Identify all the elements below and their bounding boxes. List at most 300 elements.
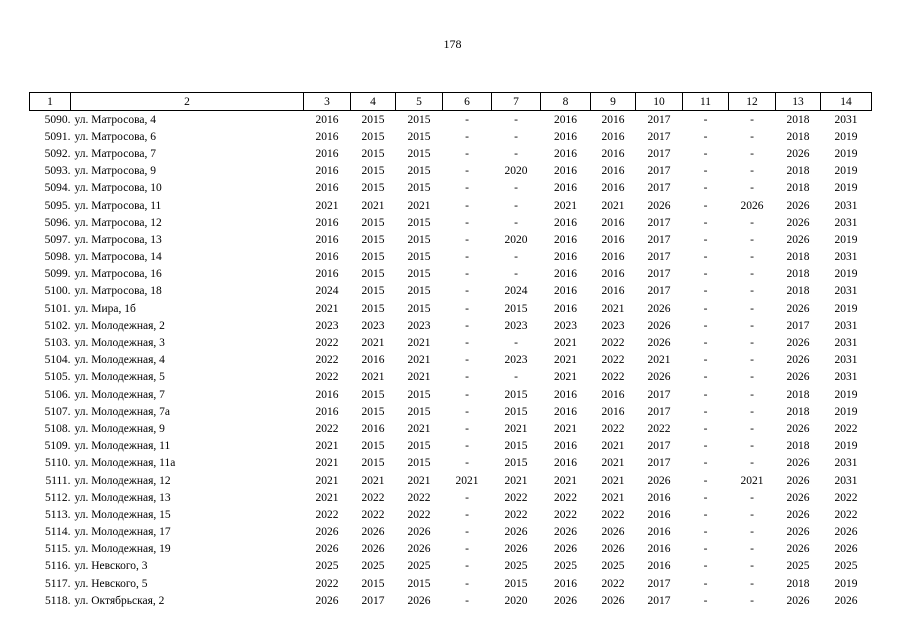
year-cell: 2015 bbox=[504, 440, 528, 453]
year-cell: 2018 bbox=[786, 388, 810, 401]
table-row bbox=[30, 249, 872, 266]
year-cell: 2026 bbox=[786, 371, 810, 384]
year-cell: 2021 bbox=[601, 199, 625, 212]
year-cell: - bbox=[750, 268, 754, 281]
year-cell: 2018 bbox=[786, 130, 810, 143]
address-cell: ул. Мира, 1б bbox=[74, 302, 136, 315]
year-cell: - bbox=[703, 130, 708, 143]
year-cell: 2016 bbox=[601, 268, 625, 281]
year-cell: 2026 bbox=[647, 474, 671, 487]
year-cell: 2015 bbox=[361, 130, 385, 143]
year-cell: 2017 bbox=[647, 388, 671, 401]
year-cell: - bbox=[750, 165, 754, 178]
address-cell: ул. Матросова, 14 bbox=[74, 251, 162, 264]
year-cell: 2016 bbox=[315, 251, 339, 264]
table-row bbox=[30, 541, 872, 558]
year-cell: - bbox=[465, 354, 469, 367]
year-cell: 2025 bbox=[601, 560, 625, 573]
year-cell: - bbox=[750, 560, 754, 573]
year-cell: 2018 bbox=[786, 577, 810, 590]
table-row bbox=[30, 455, 872, 472]
year-cell: 2015 bbox=[407, 233, 431, 246]
year-cell: - bbox=[514, 251, 518, 264]
year-cell: 2017 bbox=[647, 457, 671, 470]
year-cell: 2026 bbox=[554, 594, 577, 607]
year-cell: 2016 bbox=[601, 130, 625, 143]
year-cell: 2015 bbox=[361, 440, 385, 453]
year-cell: - bbox=[465, 319, 469, 332]
table-row bbox=[30, 506, 872, 523]
row-number: 5097. bbox=[44, 233, 71, 246]
year-cell: 2031 bbox=[834, 251, 858, 264]
column-header-12: 12 bbox=[729, 93, 776, 111]
address-cell: ул. Молодежная, 3 bbox=[74, 337, 165, 350]
year-cell: - bbox=[465, 113, 469, 126]
table-row bbox=[30, 420, 872, 437]
year-cell: 2022 bbox=[834, 491, 858, 504]
year-cell: 2015 bbox=[361, 302, 385, 315]
year-cell: 2026 bbox=[601, 543, 625, 556]
table-row bbox=[30, 300, 872, 317]
year-cell: - bbox=[703, 216, 708, 229]
table-row bbox=[30, 231, 872, 248]
year-cell: 2026 bbox=[740, 199, 764, 212]
year-cell: - bbox=[703, 440, 708, 453]
year-cell: 2026 bbox=[786, 474, 810, 487]
year-cell: 2021 bbox=[315, 457, 339, 470]
year-cell: - bbox=[750, 577, 754, 590]
year-cell: 2022 bbox=[315, 354, 339, 367]
year-cell: - bbox=[703, 199, 708, 212]
column-header-4: 4 bbox=[351, 93, 396, 111]
row-number: 5116. bbox=[45, 560, 71, 573]
column-header-14: 14 bbox=[821, 93, 872, 111]
year-cell: - bbox=[750, 130, 754, 143]
row-number: 5093. bbox=[44, 165, 71, 178]
row-number: 5108. bbox=[44, 422, 71, 435]
year-cell: - bbox=[465, 251, 469, 264]
year-cell: 2015 bbox=[504, 302, 528, 315]
row-number: 5113. bbox=[45, 508, 71, 521]
year-cell: - bbox=[703, 405, 708, 418]
year-cell: 2015 bbox=[407, 302, 431, 315]
year-cell: 2015 bbox=[407, 216, 431, 229]
row-number: 5104. bbox=[44, 354, 71, 367]
year-cell: - bbox=[750, 440, 754, 453]
year-cell: 2015 bbox=[504, 388, 528, 401]
year-cell: 2015 bbox=[407, 251, 431, 264]
year-cell: 2016 bbox=[554, 285, 577, 298]
year-cell: - bbox=[514, 113, 518, 126]
year-cell: 2031 bbox=[834, 319, 858, 332]
row-number: 5109. bbox=[44, 440, 71, 453]
row-number: 5112. bbox=[45, 491, 71, 504]
year-cell: 2021 bbox=[407, 422, 431, 435]
address-cell: ул. Октябрьская, 2 bbox=[74, 594, 165, 607]
year-cell: 2015 bbox=[361, 251, 385, 264]
year-cell: - bbox=[703, 268, 708, 281]
year-cell: 2019 bbox=[834, 302, 858, 315]
address-cell: ул. Матросова, 12 bbox=[74, 216, 162, 229]
year-cell: 2018 bbox=[786, 285, 810, 298]
year-cell: - bbox=[514, 268, 518, 281]
column-header-1: 1 bbox=[30, 93, 71, 111]
year-cell: 2021 bbox=[554, 199, 577, 212]
year-cell: 2021 bbox=[601, 302, 625, 315]
year-cell: - bbox=[465, 216, 469, 229]
address-cell: ул. Молодежная, 7а bbox=[74, 405, 170, 418]
table-row bbox=[30, 575, 872, 592]
year-cell: 2016 bbox=[361, 422, 385, 435]
year-cell: 2016 bbox=[647, 560, 671, 573]
row-number: 5092. bbox=[44, 147, 71, 160]
year-cell: - bbox=[465, 526, 469, 539]
year-cell: - bbox=[465, 388, 469, 401]
year-cell: 2022 bbox=[554, 491, 577, 504]
year-cell: 2016 bbox=[554, 388, 577, 401]
year-cell: 2019 bbox=[834, 388, 858, 401]
year-cell: - bbox=[465, 268, 469, 281]
year-cell: 2015 bbox=[361, 216, 385, 229]
year-cell: 2024 bbox=[504, 285, 528, 298]
year-cell: 2026 bbox=[361, 543, 385, 556]
year-cell: 2025 bbox=[554, 560, 577, 573]
year-cell: - bbox=[703, 577, 708, 590]
year-cell: - bbox=[465, 440, 469, 453]
year-cell: 2026 bbox=[786, 594, 810, 607]
row-number: 5110. bbox=[45, 457, 71, 470]
year-cell: 2022 bbox=[601, 371, 625, 384]
address-cell: ул. Матросова, 18 bbox=[74, 285, 162, 298]
year-cell: 2015 bbox=[407, 405, 431, 418]
year-cell: - bbox=[465, 182, 469, 195]
table-row bbox=[30, 197, 872, 214]
year-cell: - bbox=[465, 147, 469, 160]
year-cell: 2016 bbox=[647, 508, 671, 521]
year-cell: 2022 bbox=[647, 422, 671, 435]
row-number: 5115. bbox=[45, 543, 71, 556]
row-number: 5118. bbox=[45, 594, 71, 607]
year-cell: 2022 bbox=[601, 337, 625, 350]
year-cell: 2016 bbox=[554, 216, 577, 229]
year-cell: 2026 bbox=[315, 543, 339, 556]
year-cell: - bbox=[750, 543, 754, 556]
year-cell: 2017 bbox=[647, 147, 671, 160]
table-row bbox=[30, 489, 872, 506]
year-cell: - bbox=[703, 543, 708, 556]
year-cell: 2021 bbox=[315, 440, 339, 453]
year-cell: - bbox=[750, 147, 754, 160]
year-cell: 2026 bbox=[786, 491, 810, 504]
year-cell: 2017 bbox=[647, 251, 671, 264]
year-cell: 2015 bbox=[361, 285, 385, 298]
year-cell: 2023 bbox=[315, 319, 339, 332]
year-cell: - bbox=[750, 216, 754, 229]
year-cell: - bbox=[703, 182, 708, 195]
year-cell: 2023 bbox=[504, 354, 528, 367]
table-row bbox=[30, 472, 872, 489]
year-cell: 2017 bbox=[647, 440, 671, 453]
year-cell: 2016 bbox=[601, 165, 625, 178]
year-cell: 2023 bbox=[504, 319, 528, 332]
row-number: 5102. bbox=[44, 319, 71, 332]
row-number: 5098. bbox=[44, 251, 71, 264]
year-cell: 2023 bbox=[407, 319, 431, 332]
year-cell: 2015 bbox=[407, 388, 431, 401]
row-number: 5111. bbox=[45, 474, 71, 487]
year-cell: 2015 bbox=[407, 285, 431, 298]
year-cell: - bbox=[703, 337, 708, 350]
address-cell: ул. Молодежная, 4 bbox=[74, 354, 165, 367]
year-cell: - bbox=[750, 319, 754, 332]
year-cell: 2026 bbox=[601, 526, 625, 539]
year-cell: - bbox=[465, 577, 469, 590]
year-cell: - bbox=[750, 491, 754, 504]
year-cell: - bbox=[750, 526, 754, 539]
year-cell: - bbox=[750, 182, 754, 195]
row-number: 5103. bbox=[44, 337, 71, 350]
year-cell: 2019 bbox=[834, 440, 858, 453]
year-cell: 2026 bbox=[786, 302, 810, 315]
year-cell: - bbox=[703, 113, 708, 126]
year-cell: 2016 bbox=[315, 130, 339, 143]
table-row bbox=[30, 524, 872, 541]
year-cell: 2016 bbox=[554, 405, 577, 418]
address-cell: ул. Невского, 3 bbox=[74, 560, 148, 573]
year-cell: 2023 bbox=[361, 319, 385, 332]
address-cell: ул. Молодежная, 19 bbox=[74, 543, 171, 556]
year-cell: 2016 bbox=[601, 285, 625, 298]
year-cell: 2023 bbox=[554, 319, 577, 332]
address-cell: ул. Матросова, 9 bbox=[74, 165, 156, 178]
year-cell: 2026 bbox=[786, 526, 810, 539]
address-cell: ул. Молодежная, 15 bbox=[74, 508, 171, 521]
year-cell: 2016 bbox=[554, 457, 577, 470]
year-cell: 2016 bbox=[315, 165, 339, 178]
year-cell: - bbox=[750, 113, 754, 126]
year-cell: 2022 bbox=[834, 422, 858, 435]
year-cell: - bbox=[750, 285, 754, 298]
year-cell: 2016 bbox=[315, 147, 339, 160]
year-cell: - bbox=[703, 594, 708, 607]
year-cell: - bbox=[514, 216, 518, 229]
year-cell: 2019 bbox=[834, 165, 858, 178]
year-cell: 2016 bbox=[554, 130, 577, 143]
year-cell: 2031 bbox=[834, 199, 858, 212]
row-number: 5114. bbox=[45, 526, 71, 539]
year-cell: 2016 bbox=[554, 440, 577, 453]
year-cell: 2026 bbox=[504, 526, 528, 539]
year-cell: 2021 bbox=[315, 302, 339, 315]
year-cell: 2031 bbox=[834, 474, 858, 487]
address-cell: ул. Невского, 5 bbox=[74, 577, 148, 590]
year-cell: 2018 bbox=[786, 182, 810, 195]
year-cell: 2015 bbox=[361, 147, 385, 160]
year-cell: 2026 bbox=[834, 526, 858, 539]
year-cell: - bbox=[465, 405, 469, 418]
year-cell: 2021 bbox=[361, 371, 385, 384]
year-cell: - bbox=[750, 457, 754, 470]
year-cell: 2017 bbox=[647, 130, 671, 143]
year-cell: 2026 bbox=[786, 147, 810, 160]
address-cell: ул. Молодежная, 11а bbox=[74, 457, 176, 470]
address-cell: ул. Молодежная, 2 bbox=[74, 319, 165, 332]
year-cell: - bbox=[514, 182, 518, 195]
year-cell: 2022 bbox=[315, 577, 339, 590]
table-row bbox=[30, 386, 872, 403]
year-cell: 2016 bbox=[315, 388, 339, 401]
year-cell: 2022 bbox=[601, 508, 625, 521]
year-cell: 2015 bbox=[407, 165, 431, 178]
year-cell: 2025 bbox=[361, 560, 385, 573]
address-cell: ул. Матросова, 7 bbox=[74, 147, 156, 160]
year-cell: 2022 bbox=[504, 508, 528, 521]
year-cell: - bbox=[703, 474, 708, 487]
year-cell: - bbox=[750, 233, 754, 246]
year-cell: 2015 bbox=[407, 268, 431, 281]
year-cell: 2022 bbox=[361, 508, 385, 521]
column-header-7: 7 bbox=[492, 93, 541, 111]
table-row bbox=[30, 145, 872, 162]
year-cell: 2016 bbox=[315, 268, 339, 281]
year-cell: - bbox=[703, 560, 708, 573]
year-cell: 2021 bbox=[361, 337, 385, 350]
year-cell: 2026 bbox=[786, 422, 810, 435]
year-cell: - bbox=[514, 147, 518, 160]
year-cell: 2021 bbox=[361, 199, 385, 212]
year-cell: - bbox=[514, 199, 518, 212]
year-cell: 2018 bbox=[786, 440, 810, 453]
year-cell: 2021 bbox=[504, 474, 528, 487]
year-cell: - bbox=[750, 354, 754, 367]
year-cell: - bbox=[703, 491, 708, 504]
column-header-6: 6 bbox=[443, 93, 492, 111]
year-cell: 2021 bbox=[407, 371, 431, 384]
year-cell: 2031 bbox=[834, 371, 858, 384]
year-cell: 2021 bbox=[407, 354, 431, 367]
year-cell: 2021 bbox=[315, 491, 339, 504]
address-cell: ул. Молодежная, 7 bbox=[74, 388, 165, 401]
year-cell: 2021 bbox=[315, 474, 339, 487]
year-cell: 2022 bbox=[315, 508, 339, 521]
year-cell: - bbox=[465, 457, 469, 470]
year-cell: - bbox=[703, 147, 708, 160]
address-cell: ул. Молодежная, 11 bbox=[74, 440, 171, 453]
year-cell: - bbox=[465, 285, 469, 298]
column-header-8: 8 bbox=[541, 93, 591, 111]
year-cell: 2017 bbox=[647, 268, 671, 281]
year-cell: 2025 bbox=[315, 560, 339, 573]
year-cell: 2031 bbox=[834, 113, 858, 126]
year-cell: - bbox=[465, 422, 469, 435]
year-cell: 2017 bbox=[786, 319, 810, 332]
year-cell: 2015 bbox=[407, 130, 431, 143]
year-cell: - bbox=[750, 371, 754, 384]
year-cell: 2022 bbox=[504, 491, 528, 504]
address-cell: ул. Матросова, 6 bbox=[74, 130, 156, 143]
year-cell: 2020 bbox=[504, 594, 528, 607]
year-cell: 2016 bbox=[601, 147, 625, 160]
year-cell: 2019 bbox=[834, 147, 858, 160]
year-cell: 2026 bbox=[786, 508, 810, 521]
year-cell: 2015 bbox=[504, 405, 528, 418]
year-cell: - bbox=[703, 457, 708, 470]
table-row bbox=[30, 180, 872, 197]
year-cell: 2022 bbox=[315, 422, 339, 435]
year-cell: 2024 bbox=[315, 285, 339, 298]
row-number: 5117. bbox=[45, 577, 71, 590]
page-number: 178 bbox=[443, 37, 462, 51]
year-cell: 2021 bbox=[504, 422, 528, 435]
year-cell: 2016 bbox=[601, 405, 625, 418]
year-cell: 2026 bbox=[647, 302, 671, 315]
year-cell: - bbox=[703, 388, 708, 401]
year-cell: 2016 bbox=[554, 165, 577, 178]
table-row bbox=[30, 214, 872, 231]
row-number: 5095. bbox=[44, 199, 71, 212]
year-cell: 2026 bbox=[647, 371, 671, 384]
year-cell: 2026 bbox=[834, 543, 858, 556]
row-number: 5094. bbox=[44, 182, 71, 195]
year-cell: 2017 bbox=[647, 285, 671, 298]
year-cell: - bbox=[514, 130, 518, 143]
row-number: 5107. bbox=[44, 405, 71, 418]
year-cell: - bbox=[514, 371, 518, 384]
year-cell: 2022 bbox=[315, 371, 339, 384]
year-cell: - bbox=[465, 371, 469, 384]
year-cell: 2026 bbox=[647, 199, 671, 212]
year-cell: 2019 bbox=[834, 405, 858, 418]
row-number: 5091. bbox=[44, 130, 71, 143]
year-cell: - bbox=[465, 594, 469, 607]
year-cell: - bbox=[750, 422, 754, 435]
table-row bbox=[30, 558, 872, 575]
year-cell: 2026 bbox=[504, 543, 528, 556]
year-cell: 2025 bbox=[407, 560, 431, 573]
year-cell: 2021 bbox=[554, 337, 577, 350]
year-cell: 2016 bbox=[315, 113, 339, 126]
year-cell: 2025 bbox=[786, 560, 810, 573]
year-cell: 2026 bbox=[647, 319, 671, 332]
year-cell: - bbox=[750, 508, 754, 521]
year-cell: 2022 bbox=[361, 491, 385, 504]
year-cell: 2015 bbox=[407, 147, 431, 160]
year-cell: 2015 bbox=[361, 182, 385, 195]
year-cell: - bbox=[465, 233, 469, 246]
column-header-5: 5 bbox=[396, 93, 443, 111]
table-body bbox=[30, 111, 872, 610]
year-cell: - bbox=[750, 405, 754, 418]
year-cell: 2015 bbox=[407, 577, 431, 590]
table-row bbox=[30, 163, 872, 180]
year-cell: 2022 bbox=[601, 577, 625, 590]
table-row bbox=[30, 317, 872, 334]
row-number: 5090. bbox=[44, 113, 71, 126]
year-cell: 2015 bbox=[407, 457, 431, 470]
year-cell: 2018 bbox=[786, 251, 810, 264]
year-cell: 2021 bbox=[554, 422, 577, 435]
year-cell: 2015 bbox=[361, 165, 385, 178]
year-cell: - bbox=[465, 199, 469, 212]
year-cell: - bbox=[750, 337, 754, 350]
year-cell: 2015 bbox=[407, 182, 431, 195]
column-header-13: 13 bbox=[776, 93, 821, 111]
year-cell: 2018 bbox=[786, 113, 810, 126]
year-cell: 2016 bbox=[601, 233, 625, 246]
year-cell: - bbox=[703, 302, 708, 315]
address-cell: ул. Молодежная, 17 bbox=[74, 526, 171, 539]
year-cell: 2016 bbox=[601, 113, 625, 126]
